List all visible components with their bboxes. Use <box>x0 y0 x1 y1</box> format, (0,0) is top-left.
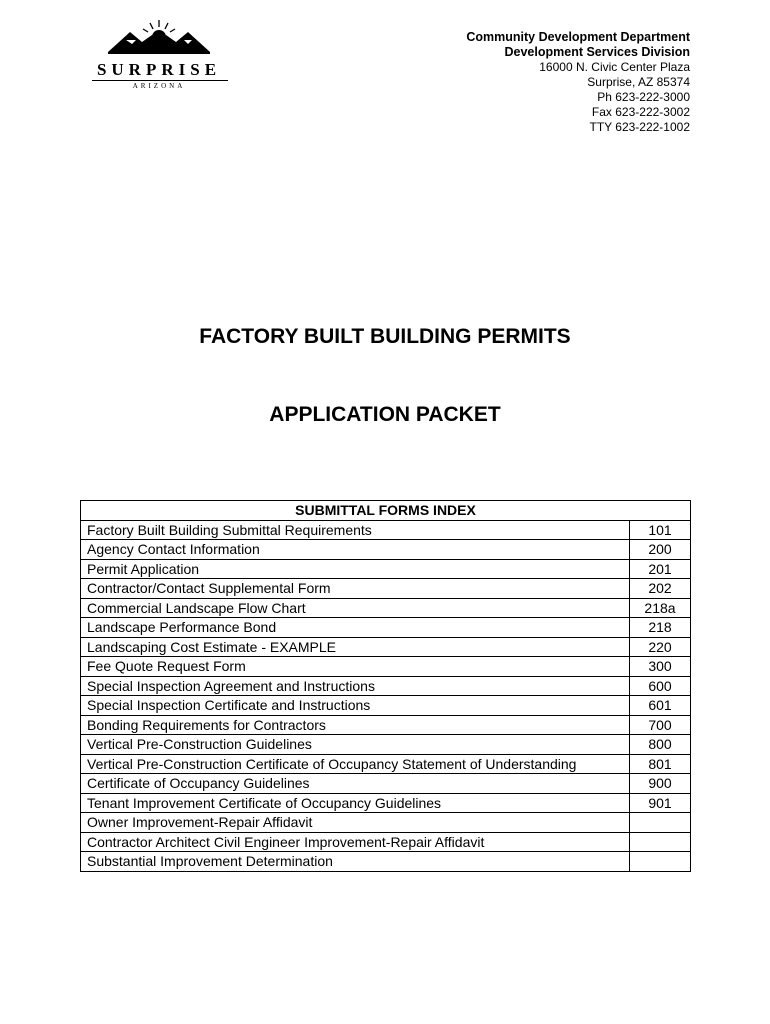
form-number-cell: 900 <box>630 774 691 794</box>
table-row <box>81 657 691 677</box>
form-name-cell: Permit Application <box>81 559 630 579</box>
form-name-cell: Owner Improvement-Repair Affidavit <box>81 813 630 833</box>
table-row <box>81 579 691 599</box>
form-name-cell: Fee Quote Request Form <box>81 657 630 677</box>
table-row <box>81 520 691 540</box>
form-number-cell: 201 <box>630 559 691 579</box>
form-name-cell: Contractor/Contact Supplemental Form <box>81 579 630 599</box>
department-name: Community Development Department <box>466 30 690 44</box>
form-number-cell: 202 <box>630 579 691 599</box>
document-subtitle: APPLICATION PACKET <box>269 403 501 426</box>
form-name-cell: Vertical Pre-Construction Guidelines <box>81 735 630 755</box>
form-number-cell: 801 <box>630 754 691 774</box>
form-number-cell: 800 <box>630 735 691 755</box>
table-row <box>81 793 691 813</box>
table-heading: SUBMITTAL FORMS INDEX <box>81 501 691 521</box>
table-row <box>81 559 691 579</box>
tty-number: TTY 623-222-1002 <box>589 120 690 134</box>
department-address-block <box>466 30 690 135</box>
form-name-cell: Landscaping Cost Estimate - EXAMPLE <box>81 637 630 657</box>
form-name-cell: Special Inspection Certificate and Instructions <box>81 696 630 716</box>
table-body <box>81 520 691 871</box>
table-row <box>81 598 691 618</box>
division-name: Development Services Division <box>504 45 690 59</box>
form-name-cell: Substantial Improvement Determination <box>81 852 630 872</box>
form-number-cell: 600 <box>630 676 691 696</box>
form-number-cell: 101 <box>630 520 691 540</box>
form-number-cell: 601 <box>630 696 691 716</box>
form-name-cell: Tenant Improvement Certificate of Occupancy Guidelines <box>81 793 630 813</box>
table-row <box>81 715 691 735</box>
table-row <box>81 540 691 560</box>
table-row <box>81 754 691 774</box>
form-number-cell <box>630 852 691 872</box>
form-number-cell: 220 <box>630 637 691 657</box>
form-name-cell: Special Inspection Agreement and Instructions <box>81 676 630 696</box>
city-logo <box>88 18 230 98</box>
form-number-cell: 218a <box>630 598 691 618</box>
form-name-cell: Agency Contact Information <box>81 540 630 560</box>
street-address: 16000 N. Civic Center Plaza <box>539 60 690 74</box>
logo-name: SURPRISE <box>96 60 222 79</box>
mountain-sun-icon <box>106 18 212 58</box>
table-row <box>81 676 691 696</box>
logo-subtitle: ARIZONA <box>132 82 186 90</box>
table-row <box>81 637 691 657</box>
form-name-cell: Vertical Pre-Construction Certificate of Occupancy Statement of Understanding <box>81 754 630 774</box>
form-name-cell: Contractor Architect Civil Engineer Improvement-Repair Affidavit <box>81 832 630 852</box>
submittal-forms-index-table <box>80 500 691 872</box>
form-name-cell: Certificate of Occupancy Guidelines <box>81 774 630 794</box>
document-title: FACTORY BUILT BUILDING PERMITS <box>199 325 571 348</box>
form-name-cell: Bonding Requirements for Contractors <box>81 715 630 735</box>
phone-number: Ph 623-222-3000 <box>597 90 690 104</box>
form-number-cell <box>630 832 691 852</box>
table-row <box>81 618 691 638</box>
form-name-cell: Landscape Performance Bond <box>81 618 630 638</box>
logo-divider <box>92 80 228 81</box>
form-number-cell: 200 <box>630 540 691 560</box>
city-state-zip: Surprise, AZ 85374 <box>587 75 690 89</box>
fax-number: Fax 623-222-3002 <box>591 105 690 119</box>
form-name-cell: Factory Built Building Submittal Requirements <box>81 520 630 540</box>
table-row <box>81 813 691 833</box>
form-number-cell: 700 <box>630 715 691 735</box>
table-row <box>81 774 691 794</box>
form-number-cell: 218 <box>630 618 691 638</box>
table-row <box>81 735 691 755</box>
form-number-cell: 300 <box>630 657 691 677</box>
form-number-cell: 901 <box>630 793 691 813</box>
form-name-cell: Commercial Landscape Flow Chart <box>81 598 630 618</box>
table-row <box>81 832 691 852</box>
table-row <box>81 852 691 872</box>
table-row <box>81 696 691 716</box>
form-number-cell <box>630 813 691 833</box>
